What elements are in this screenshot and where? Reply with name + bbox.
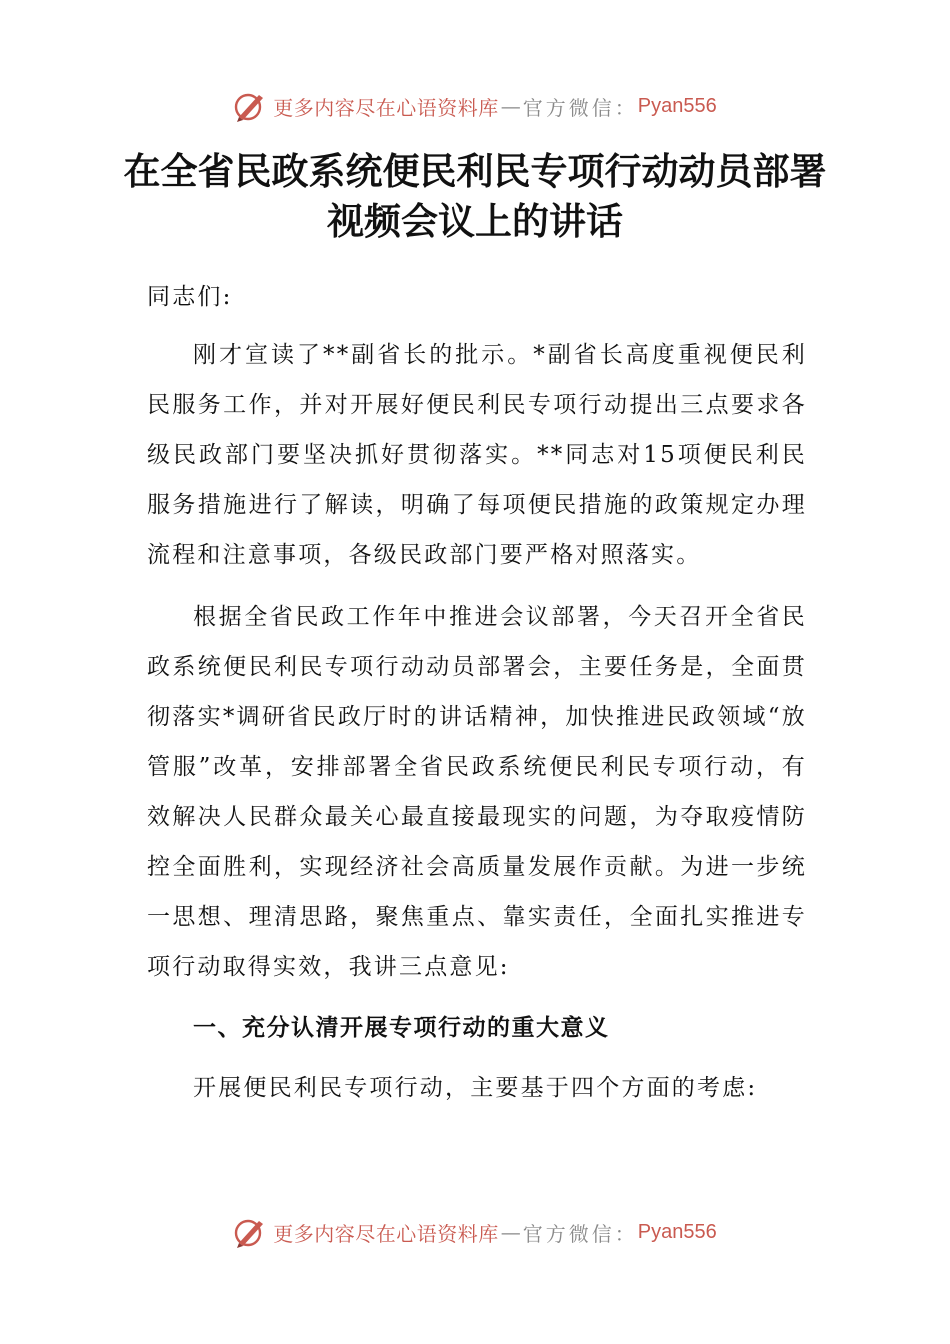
watermark-text: 更多内容尽在心语资料库 (273, 95, 499, 120)
document-title: 在全省民政系统便民利民专项行动动员部署视频会议上的讲话 (123, 149, 827, 243)
watermark-separator: — (500, 1220, 521, 1244)
paragraph-2: 根据全省民政工作年中推进会议部署，今天召开全省民政系统便民利民专项行动动员部署会，主要任务是，全面贯彻落实*调研省民政厅时的讲话精神，加快推进民政领域“放管服”改革，安排部署全省民政系统便民利民专项行动，有效解决人民群众最关心最直接最现实的问题，为夺取疫情防控全面胜利，实现经济社会高质量发展作贡献。为进一步统一思想、理清思路，聚焦重点、靠实责任，全面扎实推进专项行动取得实效，我讲三点意见: (147, 604, 807, 980)
section-heading-1: 一、充分认清开展专项行动的重大意义 (193, 1015, 610, 1041)
watermark-prefix: 官方微信： (522, 95, 638, 120)
salutation: 同志们: (147, 284, 233, 310)
header-watermark (0, 86, 950, 126)
watermark-separator: — (500, 94, 521, 118)
pen-logo-icon (233, 89, 267, 123)
footer-watermark (0, 1212, 950, 1252)
watermark-text: 更多内容尽在心语资料库 (273, 1221, 499, 1246)
pen-logo-icon (233, 1215, 267, 1249)
paragraph-3: 开展便民利民专项行动，主要基于四个方面的考虑: (193, 1075, 758, 1101)
watermark-handle: Pyan556 (637, 1220, 717, 1243)
watermark-handle: Pyan556 (637, 94, 717, 117)
watermark-prefix: 官方微信： (522, 1221, 638, 1246)
paragraph-1: 刚才宣读了**副省长的批示。*副省长高度重视便民利民服务工作，并对开展好便民利民专项行动提出三点要求各级民政部门要坚决抓好贯彻落实。**同志对15项便民利民服务措施进行了解读，明确了每项便民措施的政策规定办理流程和注意事项，各级民政部门要严格对照落实。 (147, 342, 807, 568)
